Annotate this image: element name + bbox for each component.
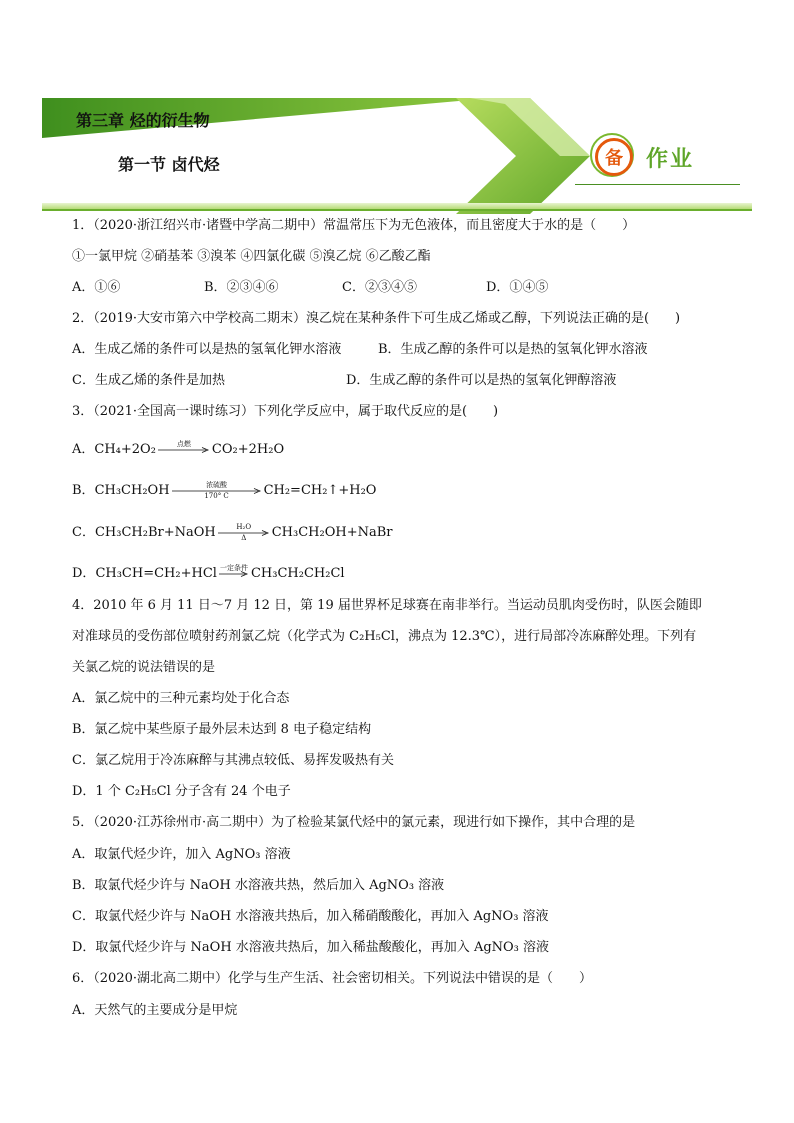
q5-stem: 5．（2020·江苏徐州市·高二期中）为了检验某氯代烃中的氯元素，现进行如下操作，其中合理的是 — [72, 815, 636, 830]
q3-d-prefix: D． — [72, 566, 96, 581]
reaction-arrow — [218, 522, 270, 542]
q2-option-b: B．生成乙醇的条件可以是热的氢氧化钾水溶液 — [378, 342, 648, 357]
reaction-arrow — [219, 563, 249, 577]
q3-b-condition-bottom: 170° C — [204, 491, 229, 500]
q2-stem: 2．（2019·大安市第六中学校高二期末）溴乙烷在某种条件下可生成乙烯或乙醇，下列说法正确的是( ) — [72, 311, 681, 326]
q6-stem: 6．（2020·湖北高二期中）化学与生产生活、社会密切相关。下列说法中错误的是（ ） — [72, 971, 592, 986]
q1-items: ①一氯甲烷 ②硝基苯 ③溴苯 ④四氯化碳 ⑤溴乙烷 ⑥乙酸乙酯 — [72, 249, 431, 264]
q1-option-c: C．②③④⑤ — [342, 280, 417, 295]
page-header — [0, 0, 794, 220]
q4-line-1: 4．2010 年 6 月 11 日～7 月 12 日，第 19 届世界杯足球赛在南非举行。当运动员肌肉受伤时，队医会随即 — [72, 598, 702, 613]
q3-d-left: CH₃CH=CH₂+HCl — [95, 566, 217, 581]
q4-line-3: 关氯乙烷的说法错误的是 — [72, 660, 216, 675]
q3-a-condition: 点燃 — [176, 439, 191, 448]
reaction-arrow — [158, 439, 210, 453]
reaction-arrow — [172, 480, 262, 500]
q4-option-b: B．氯乙烷中某些原子最外层未达到 8 电子稳定结构 — [72, 722, 372, 737]
q1-stem: 1．（2020·浙江绍兴市·诸暨中学高二期中）常温常压下为无色液体，而且密度大于水的是（ ） — [72, 218, 636, 233]
q3-c-condition-top: H₂O — [236, 522, 252, 531]
q3-b-prefix: B． — [72, 483, 95, 498]
q3-b-right: CH₂=CH₂↑+H₂O — [263, 483, 377, 498]
section-title: 第一节 卤代烃 — [118, 155, 220, 174]
q2-option-a: A．生成乙烯的条件可以是热的氢氧化钾水溶液 — [72, 342, 342, 357]
q3-option-b — [72, 480, 377, 500]
q3-option-d — [72, 563, 345, 582]
badge-icon: 备 — [595, 138, 633, 176]
q3-d-right: CH₃CH₂CH₂Cl — [250, 566, 345, 581]
q5-option-b: B．取氯代烃少许与 NaOH 水溶液共热，然后加入 AgNO₃ 溶液 — [72, 878, 445, 893]
q4-option-c: C．氯乙烷用于冷冻麻醉与其沸点较低、易挥发吸热有关 — [72, 753, 394, 768]
q3-stem: 3．（2021·全国高一课时练习）下列化学反应中，属于取代反应的是( ) — [72, 404, 499, 419]
q3-a-prefix: A． — [72, 442, 95, 457]
q4-line-2: 对准球员的受伤部位喷射药剂氯乙烷（化学式为 C₂H₅Cl，沸点为 12.3℃），进行局部冷冻麻醉处理。下列有 — [72, 629, 697, 644]
q3-a-left: CH₄+2O₂ — [94, 442, 156, 457]
q3-option-c — [72, 522, 393, 542]
homework-label: 作业 — [646, 147, 695, 172]
q3-c-prefix: C． — [72, 525, 95, 540]
q2-option-d: D．生成乙醇的条件可以是热的氢氧化钾醇溶液 — [346, 373, 617, 388]
q3-option-a — [72, 439, 285, 458]
q3-c-left: CH₃CH₂Br+NaOH — [94, 525, 216, 540]
q2-option-c: C．生成乙烯的条件是加热 — [72, 373, 225, 388]
chapter-title: 第三章 烃的衍生物 — [76, 111, 210, 130]
q3-d-condition: 一定条件 — [219, 563, 248, 572]
q4-option-a: A．氯乙烷中的三种元素均处于化合态 — [72, 691, 290, 706]
q5-option-d: D．取氯代烃少许与 NaOH 水溶液共热后，加入稀盐酸酸化，再加入 AgNO₃ 溶液 — [72, 940, 550, 955]
q1-option-d: D．①④⑤ — [486, 280, 549, 295]
q5-option-c: C．取氯代烃少许与 NaOH 水溶液共热后，加入稀硝酸酸化，再加入 AgNO₃ 溶液 — [72, 909, 549, 924]
q5-option-a: A．取氯代烃少许，加入 AgNO₃ 溶液 — [72, 847, 291, 862]
q1-option-b: B．②③④⑥ — [204, 280, 279, 295]
q6-option-a: A．天然气的主要成分是甲烷 — [72, 1003, 238, 1018]
q3-c-condition-bottom: Δ — [241, 533, 247, 542]
q3-c-right: CH₃CH₂OH+NaBr — [271, 525, 393, 540]
q4-option-d: D．1 个 C₂H₅Cl 分子含有 24 个电子 — [72, 784, 291, 799]
q1-option-a: A．①⑥ — [72, 280, 121, 295]
q3-a-right: CO₂+2H₂O — [211, 442, 285, 457]
q3-b-left: CH₃CH₂OH — [94, 483, 170, 498]
q3-b-condition-top: 浓硫酸 — [206, 480, 228, 489]
